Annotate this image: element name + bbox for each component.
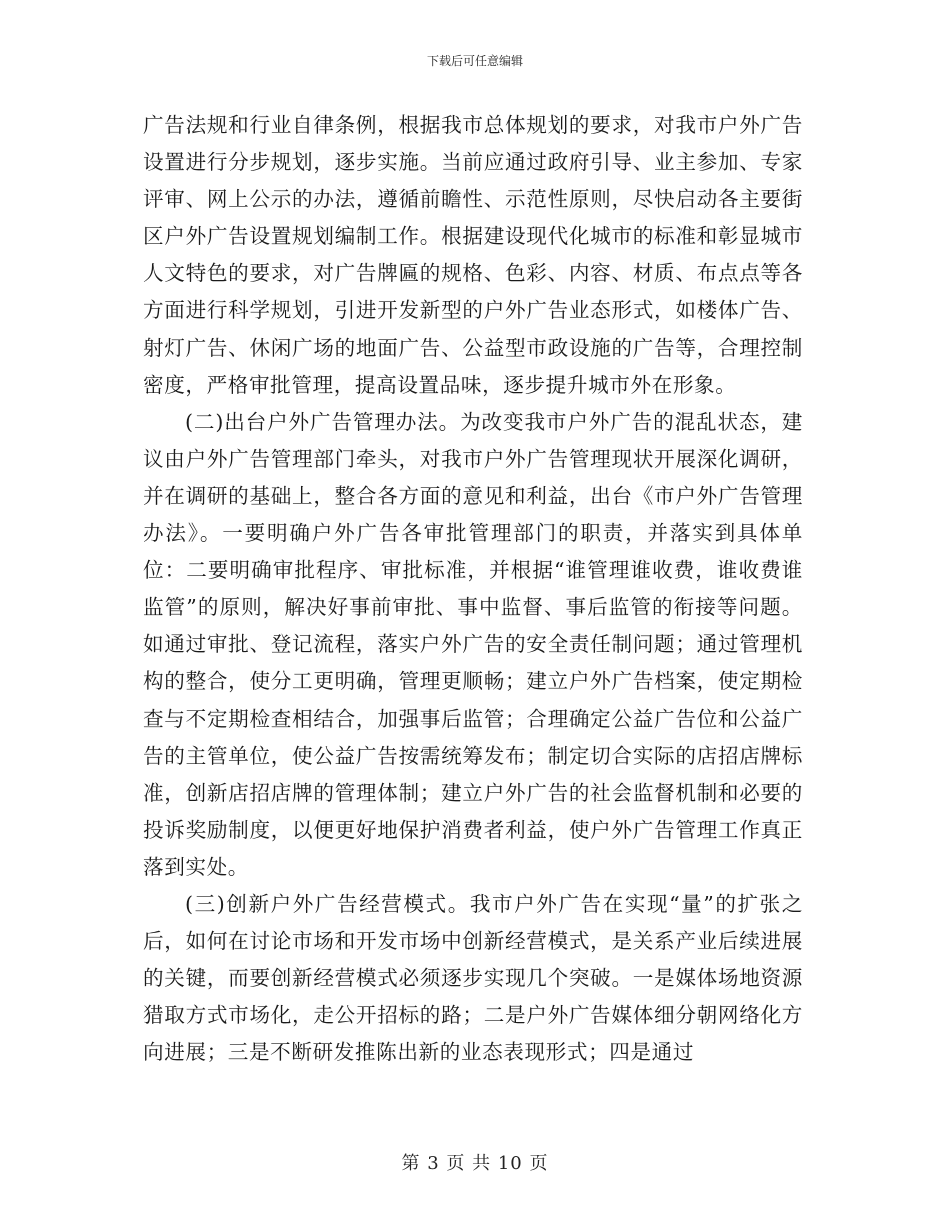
page-footer xyxy=(0,1153,950,1175)
document-body xyxy=(143,107,803,1071)
paragraph-section-3: (三)创新户外广告经营模式。我市户外广告在实现“量”的扩张之后，如何在讨论市场和开发市场中创新经营模式，是关系产业后续进展的关键，而要创新经营模式必须逐步实现几个突破。一是媒体场地资源猎取方式市场化，走公开招标的路；二是户外广告媒体细分朝网络化方向进展；三是不断研发推陈出新的业态表现形式；四是通过 xyxy=(143,891,803,1065)
paragraph-continued: 广告法规和行业自律条例，根据我市总体规划的要求，对我市户外广告设置进行分步规划，逐步实施。当前应通过政府引导、业主参加、专家评审、网上公示的办法，遵循前瞻性、示范性原则，尽快启动各主要街区户外广告设置规划编制工作。根据建设现代化城市的标准和彰显城市人文特色的要求，对广告牌匾的规格、色彩、内容、材质、布点点等各方面进行科学规划，引进开发新型的户外广告业态形式，如楼体广告、射灯广告、休闲广场的地面广告、公益型市政设施的广告等，合理控制密度，严格审批管理，提高设置品味，逐步提升城市外在形象。 xyxy=(143,113,803,397)
paragraph-section-2: (二)出台户外广告管理办法。为改变我市户外广告的混乱状态，建议由户外广告管理部门牵头，对我市户外广告管理现状开展深化调研，并在调研的基础上，整合各方面的意见和利益，出台《市户外广告管理办法》。一要明确户外广告各审批管理部门的职责，并落实到具体单位：二要明确审批程序、审批标准，并根据“谁管理谁收费，谁收费谁监管”的原则，解决好事前审批、事中监督、事后监管的衔接等问题。如通过审批、登记流程，落实户外广告的安全责任制问题；通过管理机构的整合，使分工更明确，管理更顺畅；建立户外广告档案，使定期检查与不定期检查相结合，加强事后监管；合理确定公益广告位和公益广告的主管单位，使公益广告按需统筹发布；制定切合实际的店招店牌标准，创新店招店牌的管理体制；建立户外广告的社会监督机制和必要的投诉奖励制度，以便更好地保护消费者利益，使户外广告管理工作真正落到实处。 xyxy=(143,409,803,879)
page-number: 第 3 页 共 10 页 xyxy=(401,1153,549,1174)
page-header: 下载后可任意编辑 xyxy=(426,54,523,68)
